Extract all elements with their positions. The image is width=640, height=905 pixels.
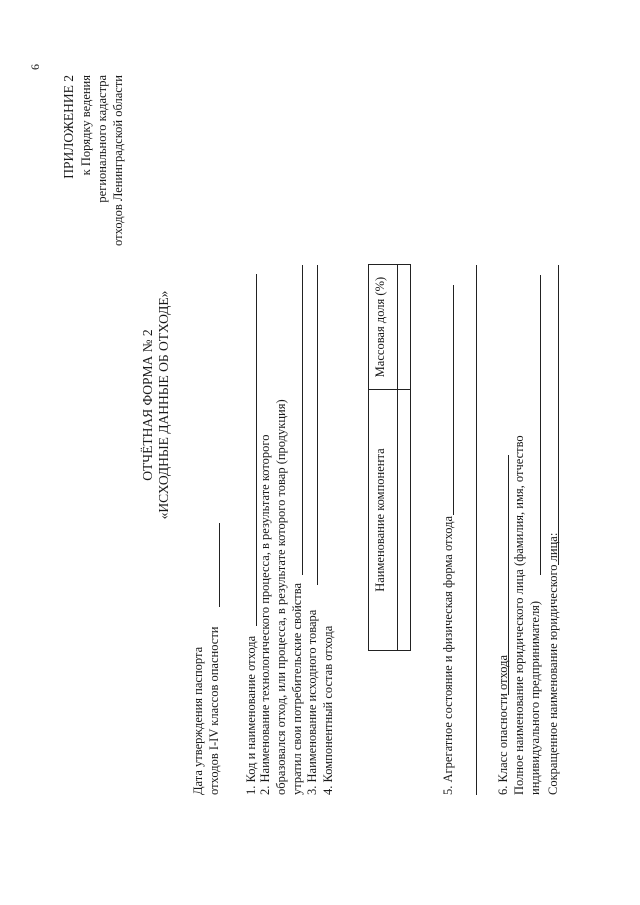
- item-hazard-class-label: 6. Класс опасности отхода: [496, 654, 510, 795]
- appendix-line-2: регионального кадастра: [95, 75, 109, 203]
- form-subtitle: «ИСХОДНЫЕ ДАННЫЕ ОБ ОТХОДЕ»: [156, 290, 171, 520]
- appendix-line-1: к Порядку ведения: [79, 75, 93, 176]
- item-composition-label: 4. Компонентный состав отхода: [321, 625, 335, 795]
- item-process-line-1: 2. Наименование технологического процесса, в результате которого: [258, 434, 272, 795]
- item-source-product-label: 3. Наименование исходного товара: [305, 609, 319, 795]
- item-aggregate-state-label: 5. Агрегатное состояние и физическая форма отхода: [441, 515, 455, 795]
- legal-name-label-2: индивидуального предпринимателя): [528, 600, 542, 795]
- item-code-field[interactable]: [256, 274, 257, 626]
- passport-date-label-2: отходов I-IV классов опасности: [207, 626, 221, 795]
- item-aggregate-state-field[interactable]: [453, 285, 454, 515]
- short-name-field[interactable]: [558, 265, 559, 565]
- passport-date-label-1: Дата утверждения паспорта: [191, 646, 205, 795]
- passport-date-field[interactable]: [219, 523, 220, 607]
- item-process-line-2: образовался отход, или процесса, в результате которого товар (продукция): [274, 399, 288, 795]
- form-title: ОТЧЁТНАЯ ФОРМА № 2: [140, 329, 155, 481]
- short-name-label: Сокращенное наименование юридического лица:: [546, 532, 560, 795]
- page-number: 6: [28, 64, 42, 70]
- item-source-product-field[interactable]: [317, 265, 318, 585]
- item-process-line-3: утратил свои потребительские свойства: [290, 582, 304, 795]
- legal-name-field[interactable]: [540, 275, 541, 575]
- item-process-field[interactable]: [302, 265, 303, 575]
- appendix-line-3: отходов Ленинградской области: [111, 75, 125, 246]
- composition-table: [368, 264, 411, 651]
- table-header-component-name: Наименование компонента: [369, 390, 398, 651]
- item-aggregate-state-field-2[interactable]: [476, 265, 477, 795]
- table-cell-component-name[interactable]: [398, 390, 411, 651]
- table-cell-mass-fraction[interactable]: [398, 265, 411, 390]
- legal-name-label-1: Полное наименование юридического лица (фамилия, имя, отчество: [512, 435, 526, 795]
- appendix-title: ПРИЛОЖЕНИЕ 2: [61, 75, 76, 179]
- item-hazard-class-field[interactable]: [508, 455, 509, 695]
- table-header-mass-fraction: Массовая доля (%): [369, 265, 398, 390]
- item-code-label: 1. Код и наименование отхода: [244, 635, 258, 795]
